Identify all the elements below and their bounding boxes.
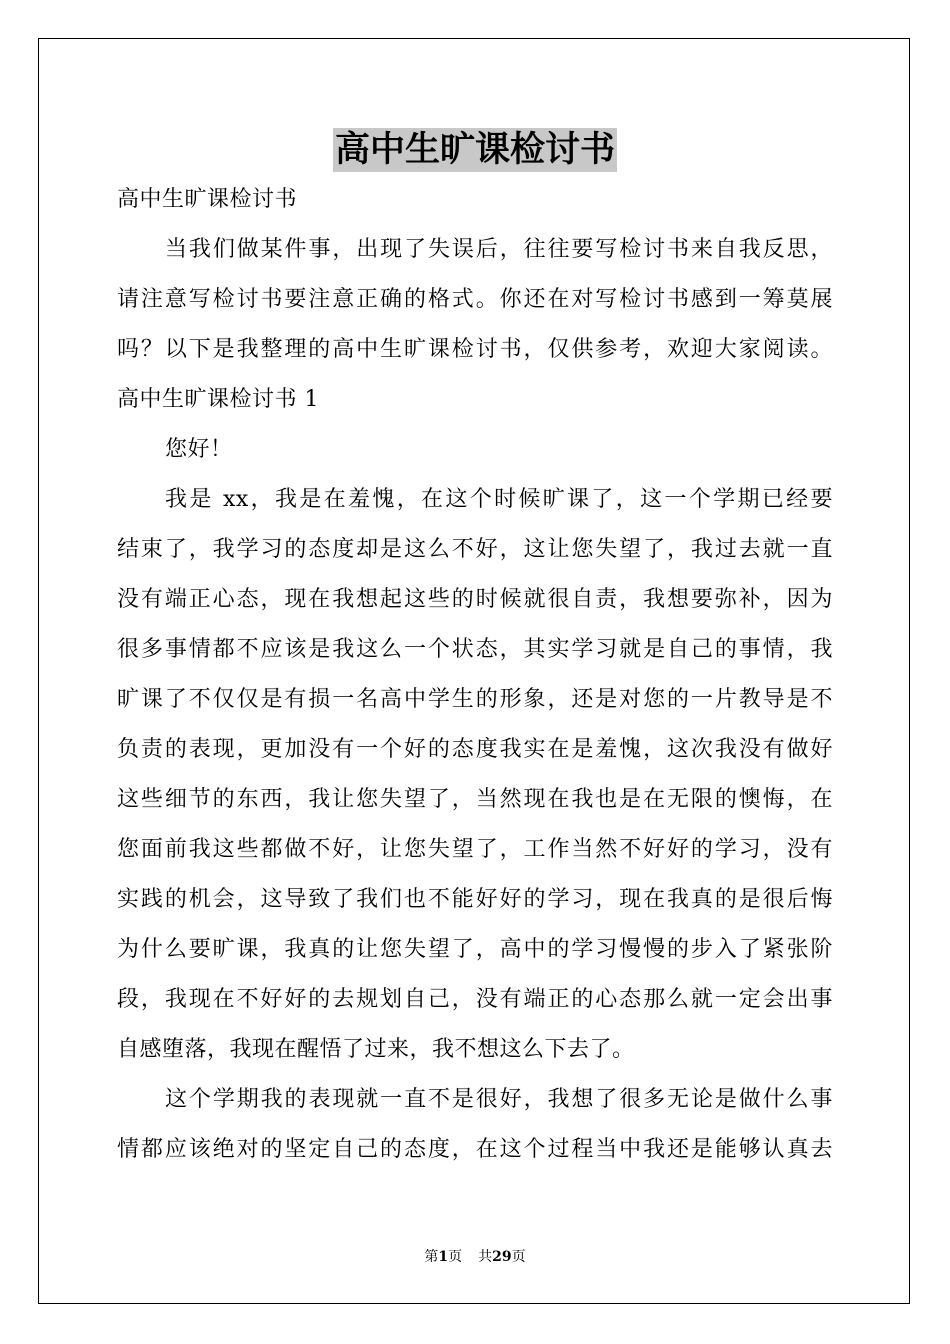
body-line: 实践的机会，这导致了我们也不能好好的学习，现在我真的是很后悔 [117,887,833,912]
page-suffix: 页 [448,1249,463,1265]
page-number: 1 [438,1249,449,1265]
body-line: 很多事情都不应该是我这么一个状态，其实学习就是自己的事情，我 [117,637,833,662]
body-line: 结束了，我学习的态度却是这么不好，这让您失望了，我过去就一直 [117,537,833,562]
body-line: 当我们做某件事，出现了失误后，往往要写检讨书来自我反思， [165,237,833,262]
body-line: 这些细节的东西，我让您失望了，当然现在我也是在无限的懊悔，在 [117,787,833,812]
body-line: 高中生旷课检讨书 [117,187,298,212]
page-footer [0,1248,950,1266]
document-body [117,175,833,1175]
document-title: 高中生旷课检讨书 [334,129,615,170]
body-line: 负责的表现，更加没有一个好的态度我实在是羞愧，这次我没有做好 [117,737,833,762]
body-line: 您面前我这些都做不好，让您失望了，工作当然不好好的学习，没有 [117,837,833,862]
body-line: 吗？以下是我整理的高中生旷课检讨书，仅供参考，欢迎大家阅读。 [117,337,833,362]
total-pages: 29 [492,1249,512,1265]
body-line: 我是 xx，我是在羞愧，在这个时候旷课了，这一个学期已经要 [165,487,833,512]
body-line: 为什么要旷课，我真的让您失望了，高中的学习慢慢的步入了紧张阶 [117,937,833,962]
document-title-wrap [0,128,950,172]
body-line: 请注意写检讨书要注意正确的格式。你还在对写检讨书感到一筹莫展 [117,287,833,312]
total-suffix: 页 [511,1249,526,1265]
body-line: 自感堕落，我现在醒悟了过来，我不想这么下去了。 [117,1037,635,1062]
page-prefix: 第 [424,1249,439,1265]
body-line: 没有端正心态，现在我想起这些的时候就很自责，我想要弥补，因为 [117,587,833,612]
body-line: 这个学期我的表现就一直不是很好，我想了很多无论是做什么事 [165,1087,833,1112]
body-line: 情都应该绝对的坚定自己的态度，在这个过程当中我还是能够认真去 [117,1137,833,1162]
body-line: 您好！ [165,437,233,462]
body-line: 段，我现在不好好的去规划自己，没有端正的心态那么就一定会出事 [117,987,833,1012]
total-prefix: 共 [478,1249,493,1265]
body-line: 高中生旷课检讨书 1 [117,387,319,412]
body-line: 旷课了不仅仅是有损一名高中学生的形象，还是对您的一片教导是不 [117,687,833,712]
